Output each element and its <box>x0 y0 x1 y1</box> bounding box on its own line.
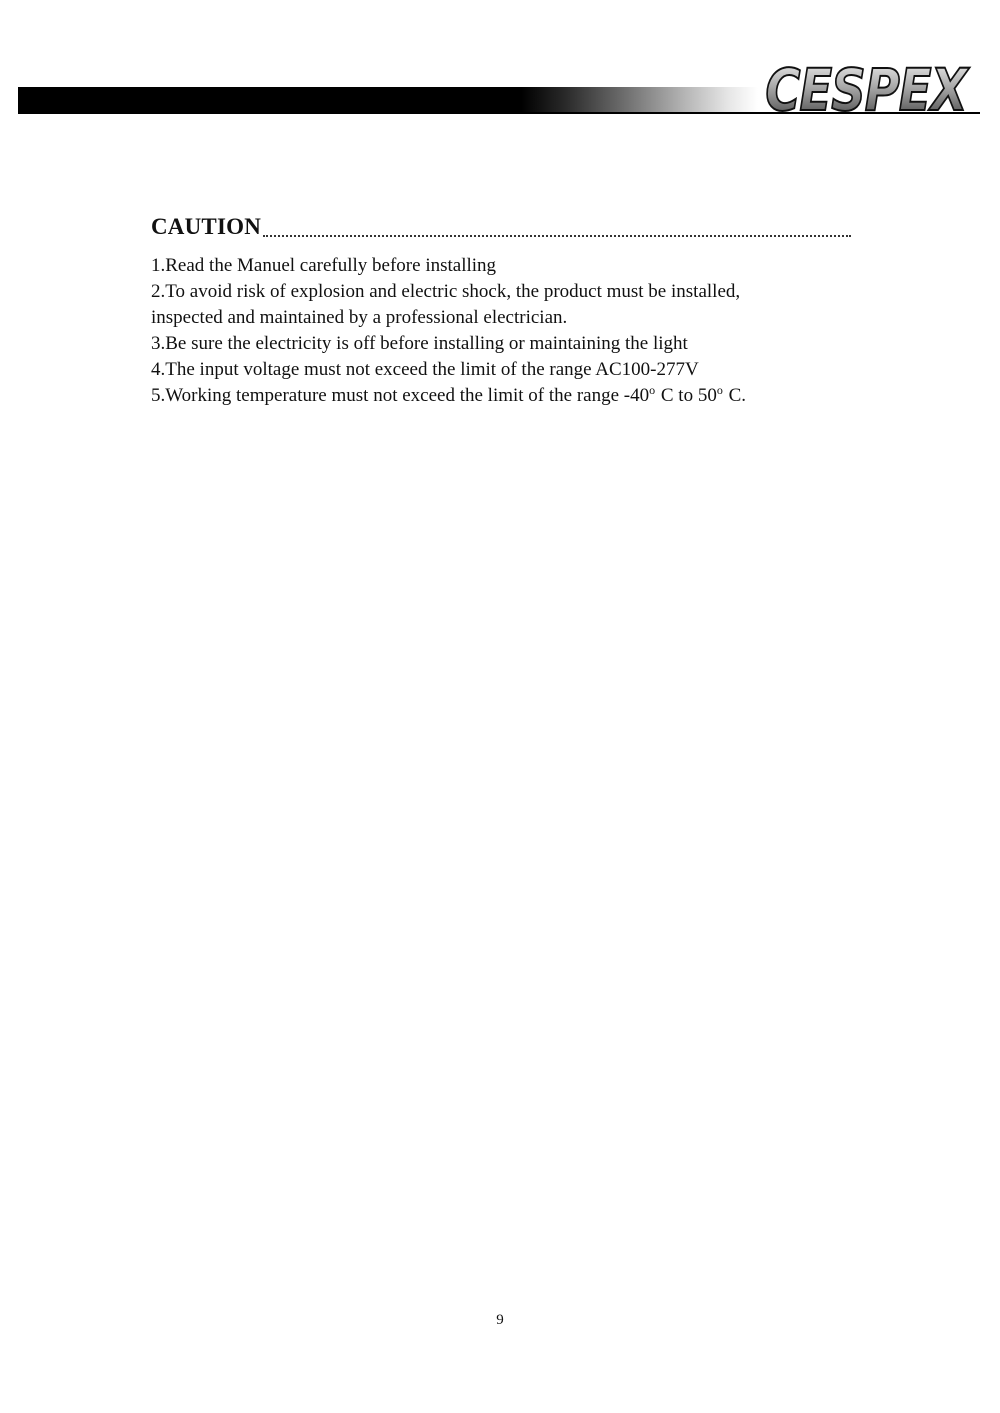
caution-list <box>151 253 851 409</box>
svg-text:CESPEX: CESPEX <box>765 60 967 114</box>
caution-item-temperature <box>151 383 851 409</box>
degree-mark: o <box>649 383 656 397</box>
section-heading-row <box>151 208 851 238</box>
temperature-text-prefix: 5.Working temperature must not exceed the limit of the range -40 <box>151 385 650 406</box>
brand-logo <box>764 60 972 114</box>
header-gradient-bar <box>18 87 758 114</box>
section-heading: CAUTION <box>151 214 262 239</box>
caution-item: 2.To avoid risk of explosion and electric shock, the product must be installed, <box>151 281 741 302</box>
heading-dotted-leader <box>263 235 851 237</box>
caution-item: 4.The input voltage must not exceed the limit of the range AC100-277V <box>151 359 699 380</box>
caution-item: 3.Be sure the electricity is off before installing or maintaining the light <box>151 333 688 354</box>
temperature-text-suffix: C. <box>723 385 747 406</box>
caution-item: 1.Read the Manuel carefully before installing <box>151 255 497 276</box>
degree-mark: o <box>716 383 723 397</box>
temperature-text-middle: C to 50 <box>656 385 717 406</box>
caution-item-continuation: inspected and maintained by a professional electrician. <box>151 307 568 328</box>
page-number: 9 <box>496 1312 504 1328</box>
caution-section <box>151 208 851 409</box>
